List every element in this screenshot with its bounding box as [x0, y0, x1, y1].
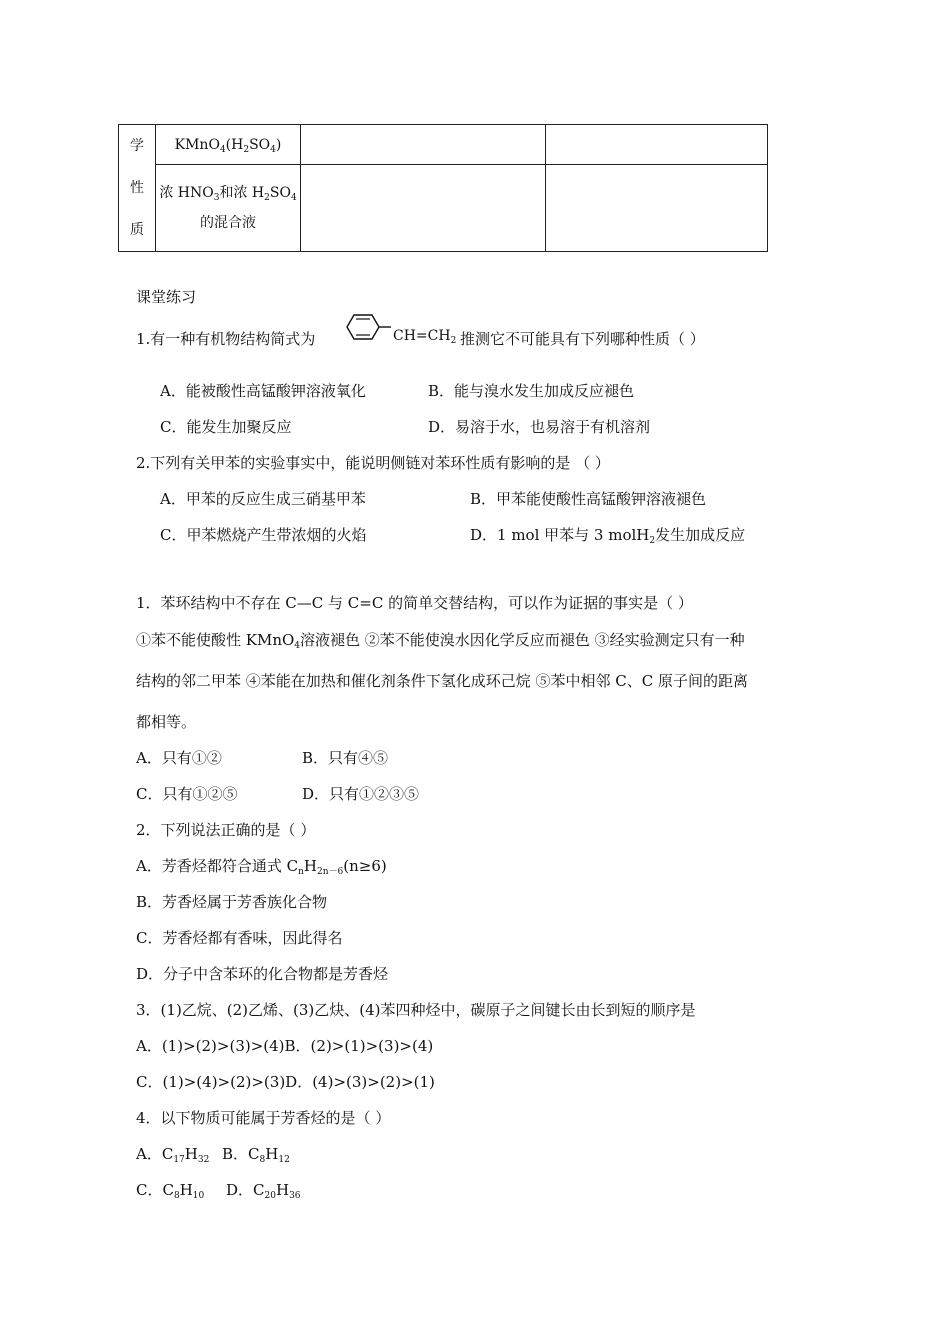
p2-option-a: A．芳香烃都符合通式 $C_nH_{2n-6}(n\ge 6)$	[136, 857, 387, 877]
p4-option-a: A．$C_{17}H_{32}$	[136, 1145, 210, 1165]
q1-option-a: A．能被酸性高锰酸钾溶液氧化	[160, 382, 366, 400]
p2-stem: 2．下列说法正确的是（ ）	[136, 821, 316, 839]
p3-options-ab: A．(1)>(2)>(3)>(4)B．(2)>(1)>(3)>(4)	[136, 1037, 434, 1055]
table-cell-empty	[546, 125, 768, 165]
p4-option-c: C．$C_8H_{10}$	[136, 1181, 205, 1201]
q2-option-c: C．甲苯燃烧产生带浓烟的火焰	[160, 526, 367, 544]
p1-line3: 都相等。	[136, 713, 197, 731]
q1-option-d: D．易溶于水，也易溶于有机溶剂	[428, 418, 651, 436]
q1-suffix: 推测它不可能具有下列哪种性质（ ）	[460, 330, 705, 348]
p1-line2: 结构的邻二甲苯 ④苯能在加热和催化剂条件下氢化成环己烷 ⑤苯中相邻 C、C 原子间的距离	[136, 672, 749, 690]
table-cell-empty	[301, 165, 546, 252]
table-cell-empty	[546, 165, 768, 252]
side-char: 质	[130, 222, 144, 238]
section-title: 课堂练习	[136, 288, 197, 306]
benzene-ring-icon	[341, 313, 391, 341]
p1-option-a: A．只有①②	[136, 749, 222, 767]
p1-option-c: C．只有①②⑤	[136, 785, 238, 803]
p4-option-d: D．$C_{20}H_{36}$	[226, 1181, 301, 1201]
table-cell-empty	[301, 125, 546, 165]
q2-stem: 2.下列有关甲苯的实验事实中，能说明侧链对苯环性质有影响的是 （ ）	[136, 454, 610, 472]
q2-option-b: B．甲苯能使酸性高锰酸钾溶液褪色	[470, 490, 707, 508]
q1-option-b: B．能与溴水发生加成反应褪色	[428, 382, 635, 400]
property-table	[118, 124, 768, 252]
p3-stem: 3．(1)乙烷、(2)乙烯、(3)乙炔、(4)苯四种烃中，碳原子之间键长由长到短的顺序是	[136, 1001, 696, 1019]
p4-stem: 4．以下物质可能属于芳香烃的是（ ）	[136, 1109, 391, 1127]
reagent-kmno4-cell: $KMnO_4(H_2SO_4)$	[156, 125, 301, 165]
side-char: 学	[130, 138, 144, 154]
q2-option-d: D．1 mol 甲苯与 3 molH$_2$发生加成反应	[470, 526, 746, 546]
p1-line1: ①苯不能使酸性 KMnO$_4$溶液褪色 ②苯不能使溴水因化学反应而褪色 ③经实验测定只有一种	[136, 631, 745, 651]
p1-option-d: D．只有①②③⑤	[302, 785, 420, 803]
table-side-label	[119, 125, 156, 252]
p1-stem: 1．苯环结构中不存在 C—C 与 C=C 的简单交替结构，可以作为证据的事实是（ ）	[136, 594, 693, 612]
q1-prefix: 1.有一种有机物结构简式为	[136, 330, 316, 348]
p1-option-b: B．只有④⑤	[302, 749, 389, 767]
p2-option-d: D．分子中含苯环的化合物都是芳香烃	[136, 965, 389, 983]
p2-option-c: C．芳香烃都有香味，因此得名	[136, 929, 343, 947]
q1-sidechain: $CH=CH_2$	[393, 328, 457, 346]
side-char: 性	[130, 180, 144, 196]
q1-option-c: C．能发生加聚反应	[160, 418, 292, 436]
p4-option-b: B．$C_8H_{12}$	[222, 1145, 290, 1165]
reagent-nitration-cell: 浓 $HNO_3$和浓 $H_2SO_4$ 的混合液	[156, 165, 301, 252]
q2-option-a: A．甲苯的反应生成三硝基甲苯	[160, 490, 366, 508]
p3-options-cd: C．(1)>(4)>(2)>(3)D．(4)>(3)>(2)>(1)	[136, 1073, 435, 1091]
p2-option-b: B．芳香烃属于芳香族化合物	[136, 893, 328, 911]
